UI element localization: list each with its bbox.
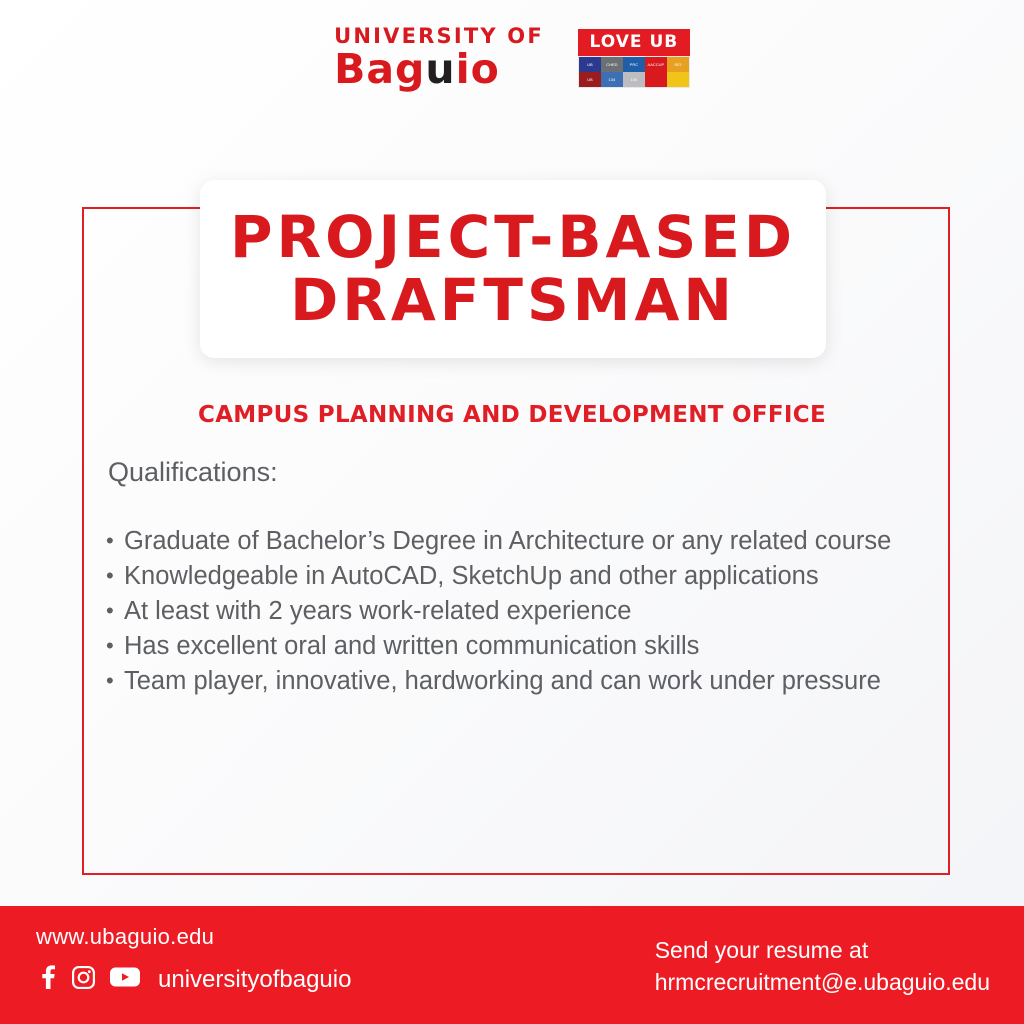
- list-item-text: At least with 2 years work-related experience: [124, 597, 632, 625]
- website-link[interactable]: www.ubaguio.edu: [36, 924, 215, 949]
- list-item: [106, 664, 936, 698]
- bullet-icon: •: [106, 598, 114, 623]
- resume-instruction: Send your resume at: [654, 937, 869, 963]
- list-item-text: Team player, innovative, hardworking and can work under pressure: [124, 667, 881, 695]
- chip: UB: [579, 57, 601, 72]
- logo-bag: Bag: [334, 45, 426, 93]
- logo-u: u: [425, 45, 456, 93]
- bullet-icon: •: [106, 563, 114, 588]
- chip: 134: [601, 72, 623, 87]
- footer-contact-left: [36, 924, 351, 995]
- list-item-text: Knowledgeable in AutoCAD, SketchUp and other applications: [124, 562, 819, 590]
- recruitment-email[interactable]: hrmcrecruitment@e.ubaguio.edu: [654, 969, 990, 995]
- love-ub-title: LOVE UB: [578, 29, 690, 56]
- header: [0, 24, 1024, 93]
- list-item: [106, 559, 936, 593]
- footer-contact-right: [655, 934, 990, 998]
- logo-line-baguio: [334, 45, 544, 93]
- logo-io: io: [455, 45, 500, 93]
- chip: ISO: [667, 57, 689, 72]
- list-item: [106, 524, 936, 558]
- chip: 100: [623, 72, 645, 87]
- chip: [645, 72, 667, 87]
- chip: [667, 72, 689, 87]
- list-item: [106, 594, 936, 628]
- list-item-text: Graduate of Bachelor’s Degree in Architecture or any related course: [124, 527, 892, 555]
- job-title-line-1: PROJECT-BASED: [230, 203, 796, 272]
- qualifications-heading: Qualifications:: [108, 457, 278, 487]
- qualifications-list: [106, 524, 936, 699]
- love-ub-badge: [578, 29, 690, 88]
- logo-line-university-of: UNIVERSITY OF: [334, 24, 544, 48]
- social-handle: universityofbaguio: [158, 965, 352, 993]
- facebook-icon[interactable]: [36, 964, 58, 995]
- social-links: [36, 964, 351, 995]
- chip: PRC: [623, 57, 645, 72]
- instagram-icon[interactable]: [71, 965, 96, 995]
- bullet-icon: •: [106, 633, 114, 658]
- footer: [0, 906, 1024, 1024]
- list-item: [106, 629, 936, 663]
- job-title-card: [200, 180, 826, 358]
- bullet-icon: •: [106, 668, 114, 693]
- bullet-icon: •: [106, 528, 114, 553]
- accreditation-chips: [578, 56, 690, 88]
- chip: CHED: [601, 57, 623, 72]
- job-title-line-2: DRAFTSMAN: [290, 266, 736, 334]
- youtube-icon[interactable]: [109, 965, 141, 994]
- list-item-text: Has excellent oral and written communication skills: [124, 632, 700, 660]
- university-logo: [334, 24, 544, 93]
- chip: UB: [579, 72, 601, 87]
- chip: AACCUP: [645, 57, 667, 72]
- department-name: CAMPUS PLANNING AND DEVELOPMENT OFFICE: [198, 402, 826, 428]
